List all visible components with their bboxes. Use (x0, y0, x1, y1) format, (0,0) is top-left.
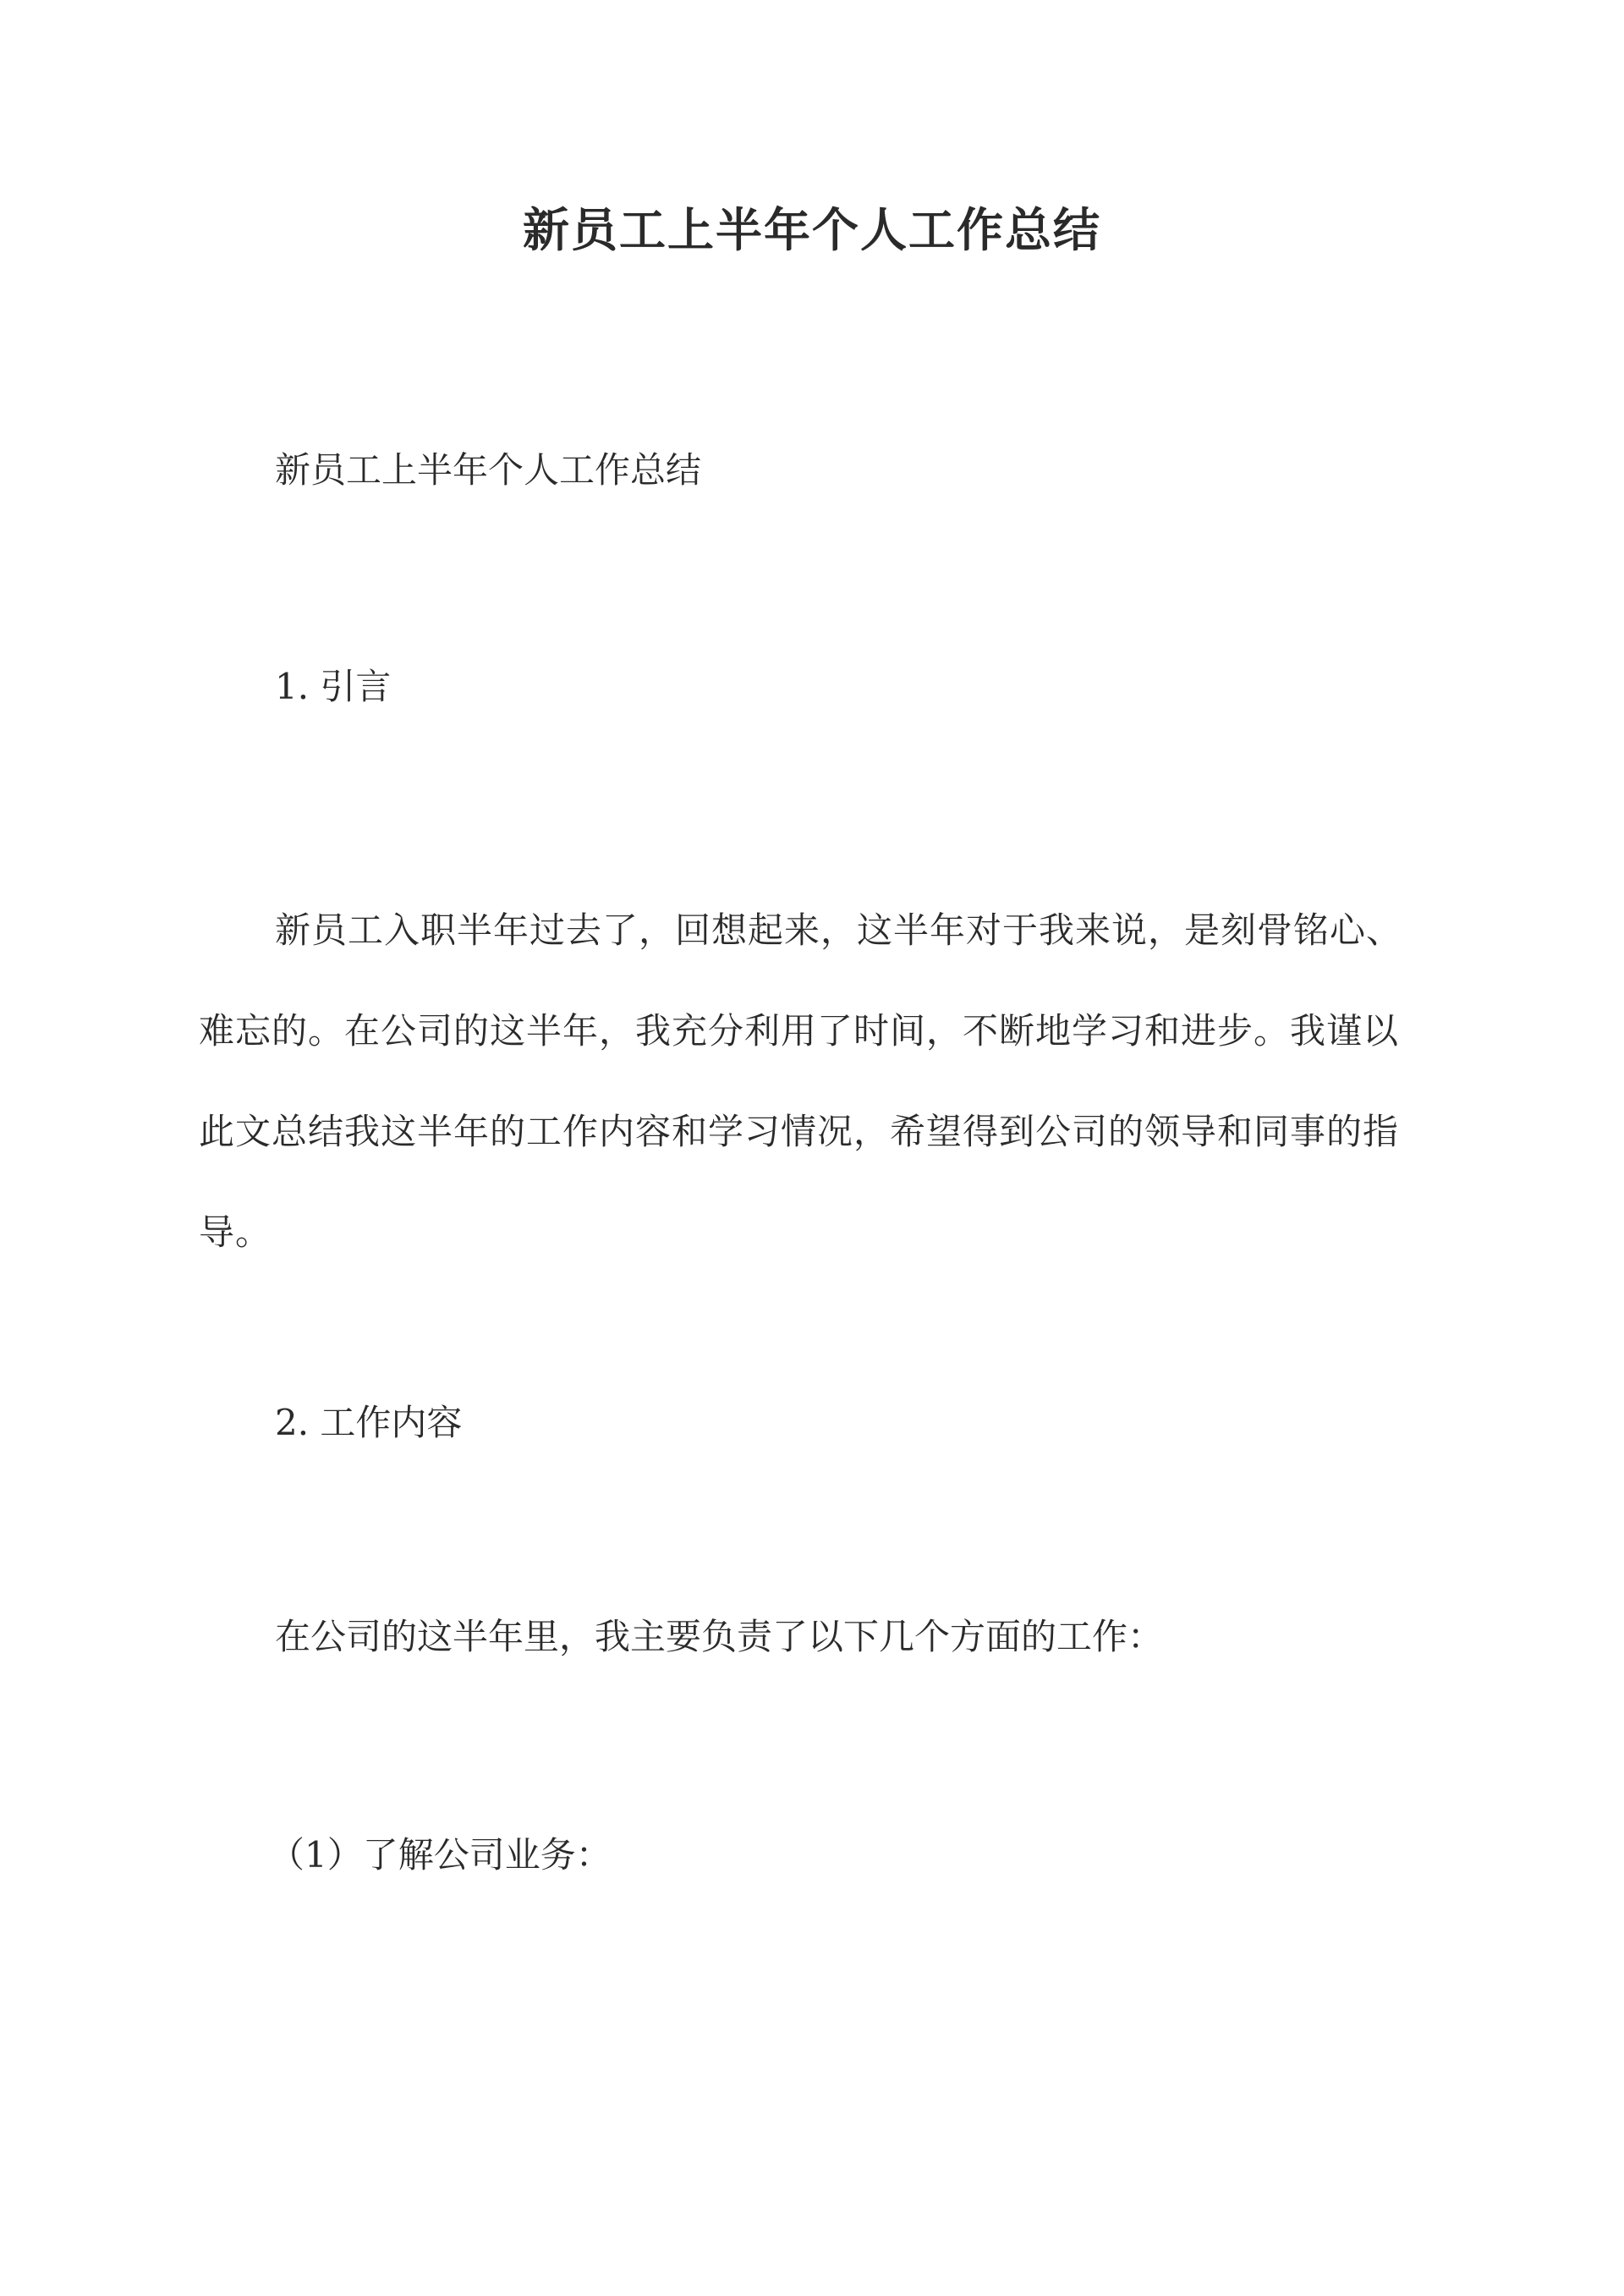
document-subtitle: 新员工上半年个人工作总结 (275, 449, 702, 491)
list-item-understand-business: （1）了解公司业务： (269, 1834, 612, 1876)
document-title: 新员工上半年个人工作总结 (522, 202, 1101, 257)
section-heading-work-content: 2. 工作内容 (275, 1402, 463, 1443)
section-heading-introduction: 1. 引言 (275, 666, 392, 707)
introduction-paragraph: 新员工入职半年过去了，回想起来，这半年对于我来说，是刻骨铭心、难忘的。在公司的这半年，我充分利用了时间，不断地学习和进步。我谨以此文总结我这半年的工作内容和学习情况，希望得到公司的领导和同事的指导。 (199, 909, 1403, 1253)
work-content-intro: 在公司的这半年里，我主要负责了以下几个方面的工作： (275, 1616, 1164, 1657)
